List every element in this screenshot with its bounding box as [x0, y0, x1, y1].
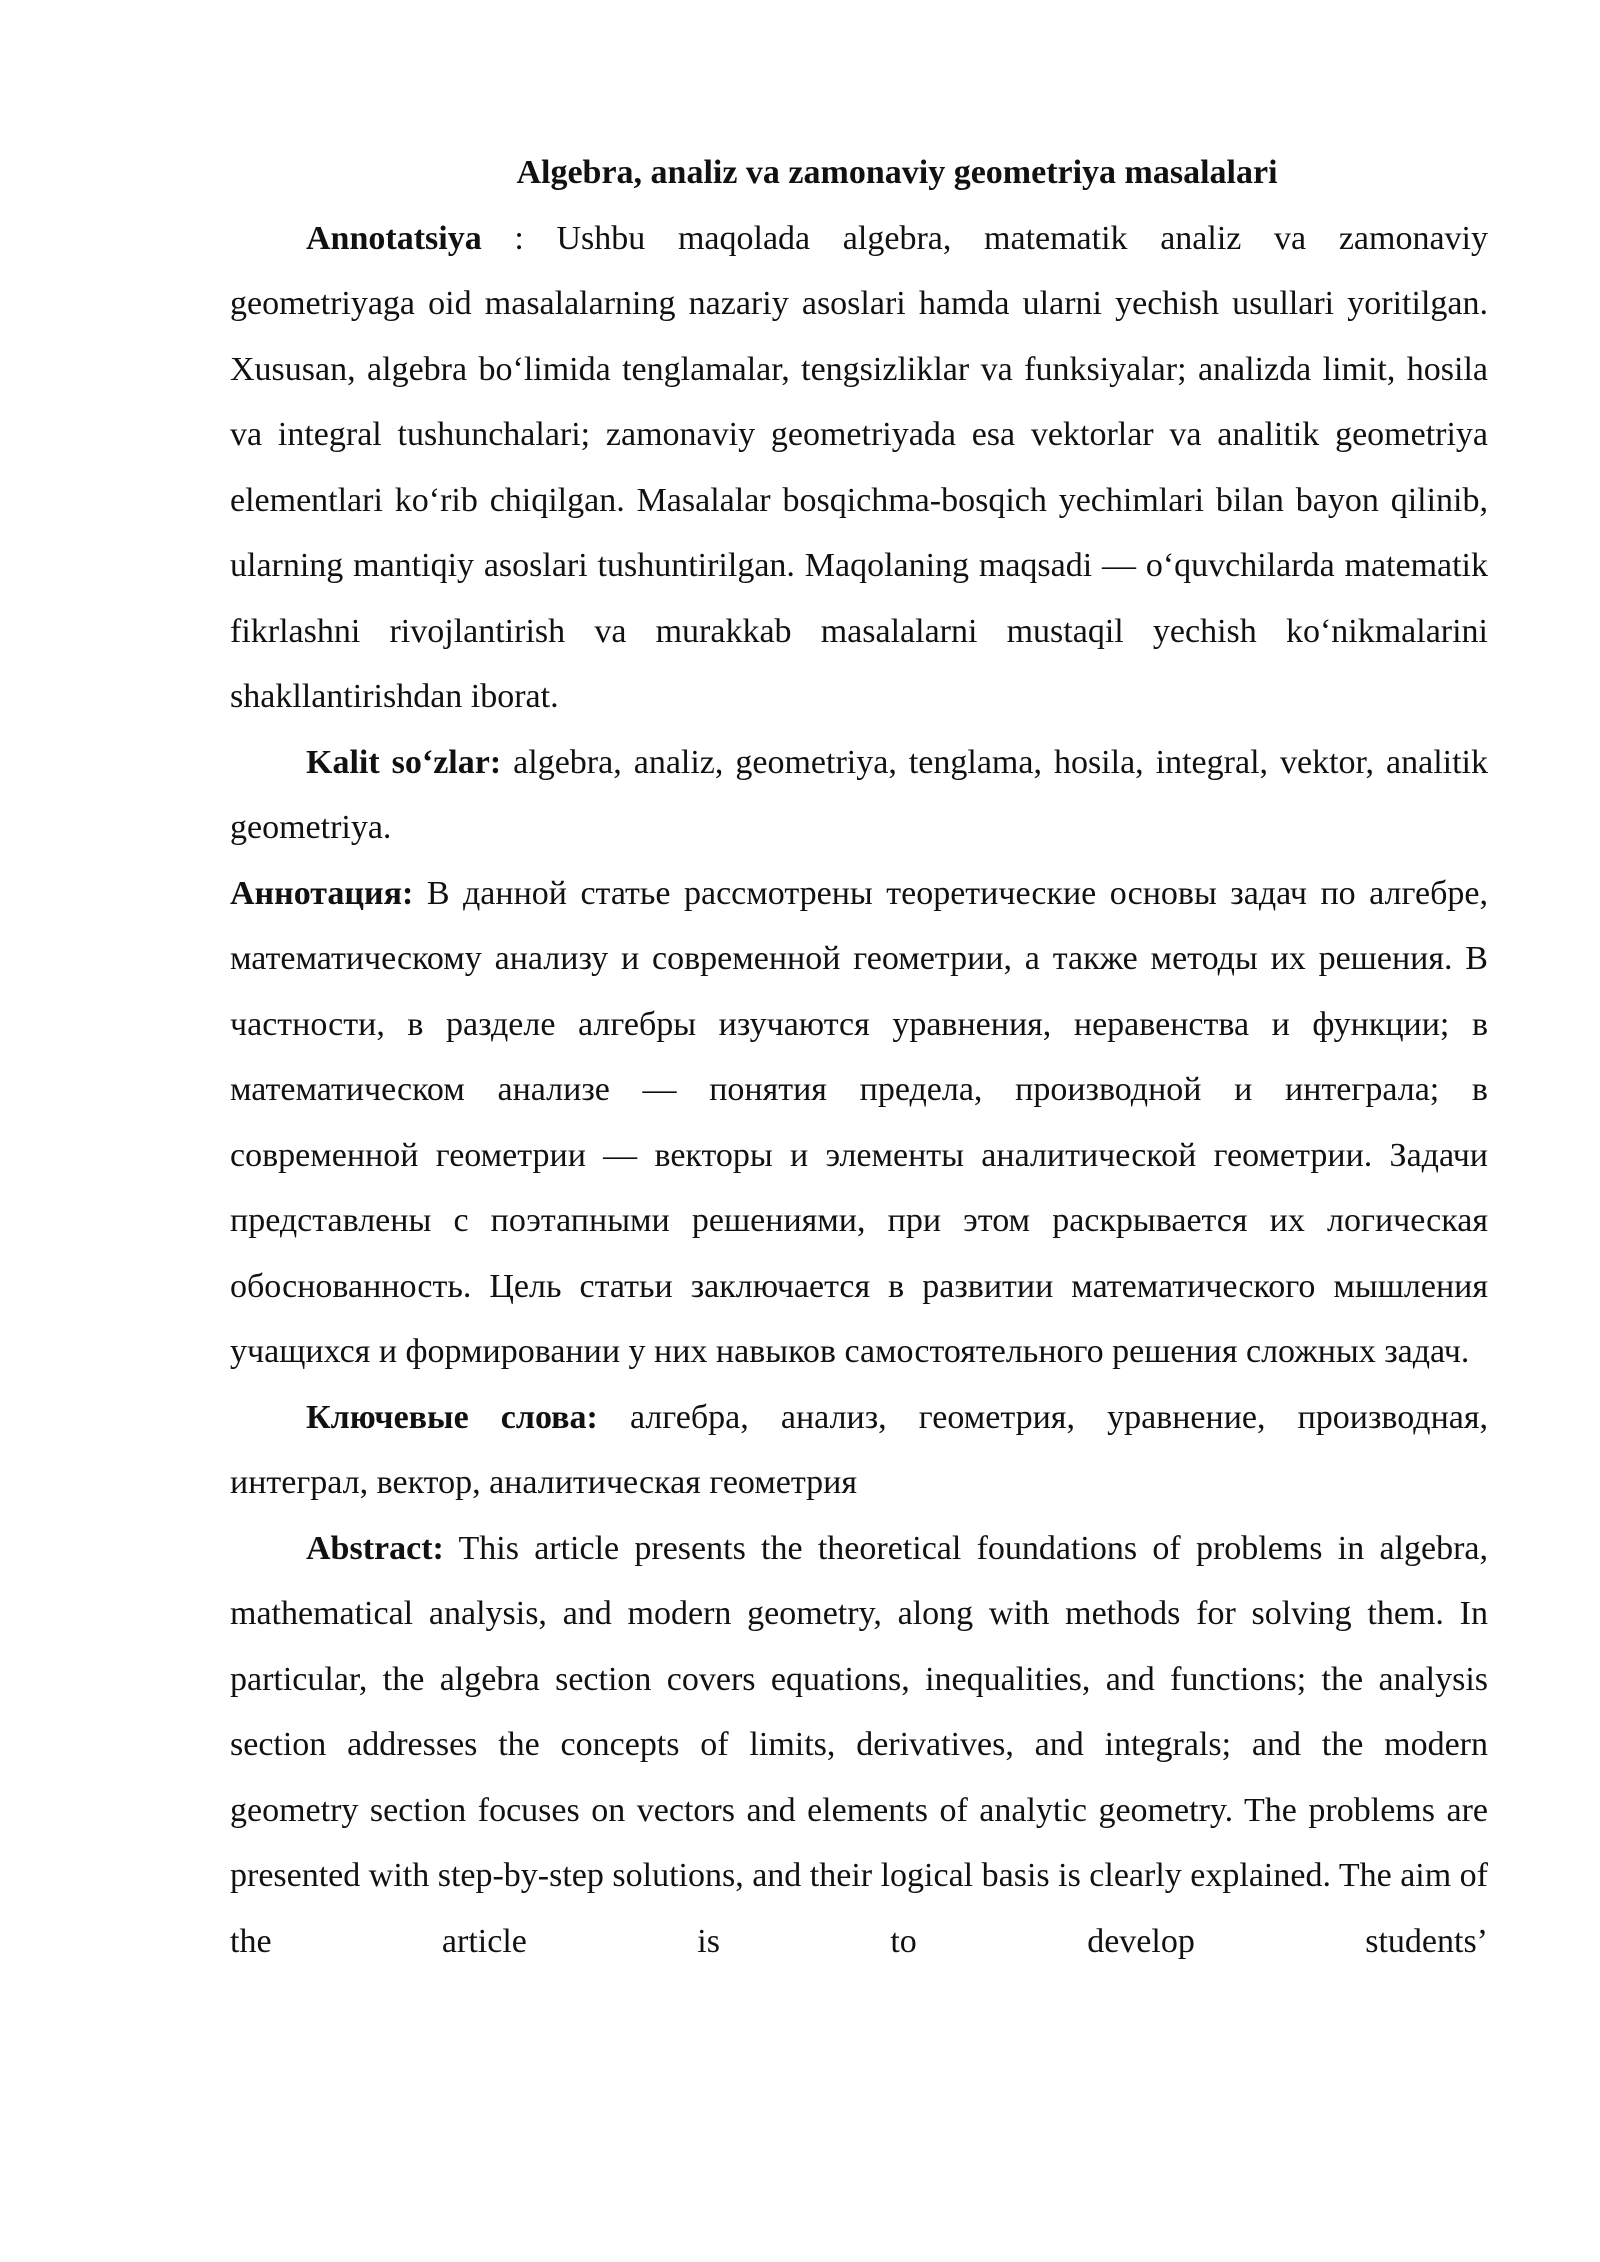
ru-keywords-label: Ключевые слова:: [306, 1398, 598, 1436]
uz-abstract-paragraph: [230, 206, 1488, 730]
ru-abstract-text: В данной статье рассмотрены теоретические основы задач по алгебре, математическому анализу и современной геометрии, а также методы их решения. В частности, в разделе алгебры изучаются уравнения, неравенства и функции; в математическом анализе — понятия предела, производной и интеграла; в современной геометрии — векторы и элементы аналитической геометрии. Задачи представлены с поэтапными решениями, при этом раскрывается их логическая обоснованность. Цель статьи заключается в развитии математического мышления учащихся и формировании у них навыков самостоятельного решения сложных задач.: [230, 874, 1488, 1370]
uz-keywords-label: Kalit so‘zlar:: [306, 743, 502, 781]
uz-keywords-text: algebra, analiz, geometriya, tenglama, hosila, integral, vektor, analitik geometriya.: [230, 743, 1488, 846]
en-abstract-label: Abstract:: [306, 1529, 444, 1567]
document-title: Algebra, analiz va zamonaviy geometriya masalalari: [516, 154, 1278, 191]
en-abstract-text: This article presents the theoretical foundations of problems in algebra, mathematical analysis, and modern geometry, along with methods for solving them. In particular, the algebra section covers equations, inequalities, and functions; the analysis section addresses the concepts of limits, derivatives, and integrals; and the modern geometry section focuses on vectors and elements of analytic geometry. The problems are presented with step-by-step solutions, and their logical basis is clearly explained. The aim of the article is to develop students’: [230, 1529, 1488, 1960]
uz-abstract-text: : Ushbu maqolada algebra, matematik analiz va zamonaviy geometriyaga oid masalalarning nazariy asoslari hamda ularni yechish usullari yoritilgan. Xususan, algebra bo‘limida tenglamalar, tengsizliklar va funksiyalar; analizda limit, hosila va integral tushunchalari; zamonaviy geometriyada esa vektorlar va analitik geometriya elementlari ko‘rib chiqilgan. Masalalar bosqichma-bosqich yechimlari bilan bayon qilinib, ularning mantiqiy asoslari tushuntirilgan. Maqolaning maqsadi — o‘quvchilarda matematik fikrlashni rivojlantirish va murakkab masalalarni mustaqil yechish ko‘nikmalarini shakllantirishdan iborat.: [230, 219, 1488, 715]
document-body: [230, 140, 1488, 1974]
ru-abstract-paragraph: [230, 861, 1488, 1385]
uz-keywords-paragraph: [230, 730, 1488, 861]
ru-keywords-paragraph: [230, 1385, 1488, 1516]
ru-abstract-label: Аннотация:: [230, 874, 414, 912]
ru-keywords-text: алгебра, анализ, геометрия, уравнение, производная, интеграл, вектор, аналитическая геометрия: [230, 1398, 1488, 1501]
en-abstract-paragraph: [230, 1516, 1488, 1975]
uz-abstract-label: Annotatsiya: [306, 219, 482, 257]
